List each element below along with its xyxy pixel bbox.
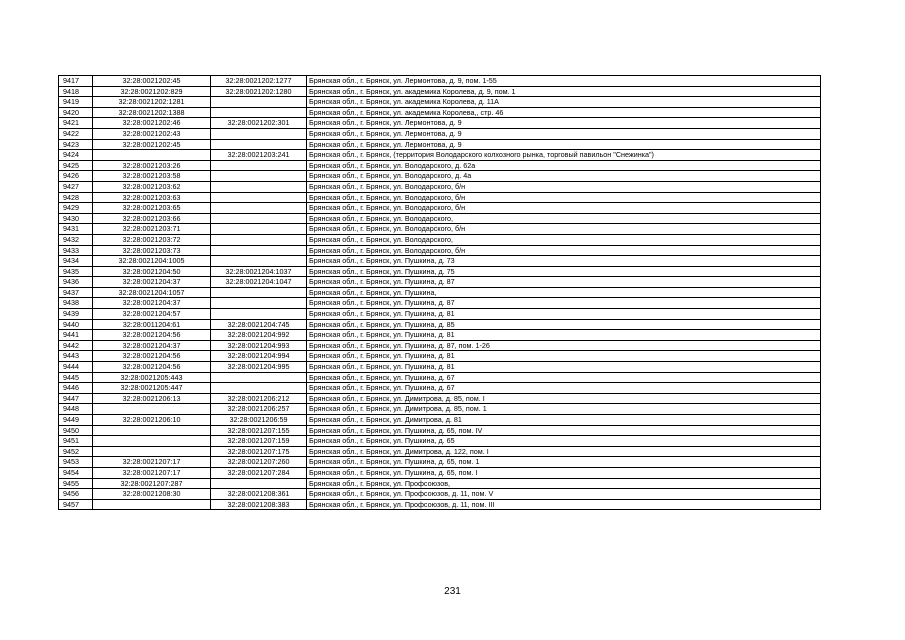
land-cadastral-number-cell: 32:28:0021208:30 bbox=[93, 489, 211, 500]
table-row bbox=[59, 340, 821, 351]
land-cadastral-number-cell: 32:28:0021204:37 bbox=[93, 340, 211, 351]
building-cadastral-number-cell bbox=[211, 245, 307, 256]
address-cell: Брянская обл., г. Брянск, ул. Лермонтова, д. 9 bbox=[307, 118, 821, 129]
land-cadastral-number-cell: 32:28:0021207:17 bbox=[93, 467, 211, 478]
land-cadastral-number-cell: 32:28:0021204:56 bbox=[93, 362, 211, 373]
address-cell: Брянская обл., г. Брянск, ул. Пушкина, д. 67 bbox=[307, 383, 821, 394]
land-cadastral-number-cell: 32:28:0021203:63 bbox=[93, 192, 211, 203]
table-row bbox=[59, 309, 821, 320]
row-number-cell: 9421 bbox=[59, 118, 93, 129]
building-cadastral-number-cell: 32:28:0021204:992 bbox=[211, 330, 307, 341]
building-cadastral-number-cell: 32:28:0021204:994 bbox=[211, 351, 307, 362]
table-row bbox=[59, 139, 821, 150]
table-row bbox=[59, 467, 821, 478]
building-cadastral-number-cell bbox=[211, 234, 307, 245]
building-cadastral-number-cell bbox=[211, 256, 307, 267]
row-number-cell: 9433 bbox=[59, 245, 93, 256]
address-cell: Брянская обл., г. Брянск, ул. Пушкина, д. 81 bbox=[307, 351, 821, 362]
building-cadastral-number-cell bbox=[211, 107, 307, 118]
table-row bbox=[59, 499, 821, 510]
land-cadastral-number-cell: 32:28:0021203:58 bbox=[93, 171, 211, 182]
address-cell: Брянская обл., г. Брянск, ул. Пушкина, д. 67 bbox=[307, 372, 821, 383]
land-cadastral-number-cell: 32:28:0021202:45 bbox=[93, 76, 211, 87]
building-cadastral-number-cell bbox=[211, 128, 307, 139]
land-cadastral-number-cell: 32:28:0021203:72 bbox=[93, 234, 211, 245]
table-row bbox=[59, 107, 821, 118]
building-cadastral-number-cell: 32:28:0021207:155 bbox=[211, 425, 307, 436]
building-cadastral-number-cell: 32:28:0021204:1037 bbox=[211, 266, 307, 277]
table-row bbox=[59, 171, 821, 182]
row-number-cell: 9431 bbox=[59, 224, 93, 235]
land-cadastral-number-cell: 32:28:0021204:56 bbox=[93, 351, 211, 362]
row-number-cell: 9424 bbox=[59, 150, 93, 161]
address-cell: Брянская обл., г. Брянск, ул. академика Королева, д. 11А bbox=[307, 97, 821, 108]
land-cadastral-number-cell: 32:28:0021202:1281 bbox=[93, 97, 211, 108]
building-cadastral-number-cell bbox=[211, 372, 307, 383]
building-cadastral-number-cell bbox=[211, 181, 307, 192]
land-cadastral-number-cell: 32:28:0021204:50 bbox=[93, 266, 211, 277]
row-number-cell: 9437 bbox=[59, 287, 93, 298]
building-cadastral-number-cell bbox=[211, 287, 307, 298]
building-cadastral-number-cell bbox=[211, 298, 307, 309]
building-cadastral-number-cell: 32:28:0021207:284 bbox=[211, 467, 307, 478]
table-row bbox=[59, 234, 821, 245]
row-number-cell: 9428 bbox=[59, 192, 93, 203]
address-cell: Брянская обл., г. Брянск, ул. Лермонтова, д. 9 bbox=[307, 128, 821, 139]
address-cell: Брянская обл., г. Брянск, ул. Пушкина, д. 87 bbox=[307, 277, 821, 288]
address-cell: Брянская обл., г. Брянск, ул. Димитрова, д. 122, пом. I bbox=[307, 446, 821, 457]
land-cadastral-number-cell: 32:28:0021205:447 bbox=[93, 383, 211, 394]
land-cadastral-number-cell: 32:28:0021202:43 bbox=[93, 128, 211, 139]
row-number-cell: 9442 bbox=[59, 340, 93, 351]
building-cadastral-number-cell: 32:28:0021208:361 bbox=[211, 489, 307, 500]
row-number-cell: 9445 bbox=[59, 372, 93, 383]
row-number-cell: 9432 bbox=[59, 234, 93, 245]
land-cadastral-number-cell bbox=[93, 150, 211, 161]
row-number-cell: 9430 bbox=[59, 213, 93, 224]
land-cadastral-number-cell: 32:28:0021202:1388 bbox=[93, 107, 211, 118]
row-number-cell: 9419 bbox=[59, 97, 93, 108]
building-cadastral-number-cell bbox=[211, 97, 307, 108]
land-cadastral-number-cell: 32:28:0021204:56 bbox=[93, 330, 211, 341]
building-cadastral-number-cell bbox=[211, 213, 307, 224]
table-row bbox=[59, 478, 821, 489]
address-cell: Брянская обл., г. Брянск, ул. Пушкина, д. 65, пом. I bbox=[307, 467, 821, 478]
address-cell: Брянская обл., г. Брянск, ул. Пушкина, д. 65, пом. 1 bbox=[307, 457, 821, 468]
page-number: 231 bbox=[444, 586, 461, 597]
land-cadastral-number-cell: 32:28:0021203:71 bbox=[93, 224, 211, 235]
table-row bbox=[59, 362, 821, 373]
building-cadastral-number-cell bbox=[211, 309, 307, 320]
land-cadastral-number-cell: 32:28:0021205:443 bbox=[93, 372, 211, 383]
table-row bbox=[59, 287, 821, 298]
address-cell: Брянская обл., г. Брянск, ул. Володарского, б/н bbox=[307, 203, 821, 214]
land-cadastral-number-cell: 32:28:0021203:66 bbox=[93, 213, 211, 224]
land-cadastral-number-cell: 32:28:0021203:65 bbox=[93, 203, 211, 214]
address-cell: Брянская обл., г. Брянск, ул. Пушкина, д. 87, пом. 1-26 bbox=[307, 340, 821, 351]
table-row bbox=[59, 489, 821, 500]
building-cadastral-number-cell bbox=[211, 203, 307, 214]
address-cell: Брянская обл., г. Брянск, ул. Володарского, bbox=[307, 213, 821, 224]
address-cell: Брянская обл., г. Брянск, ул. Пушкина, д. 81 bbox=[307, 309, 821, 320]
land-cadastral-number-cell: 32:28:0021203:26 bbox=[93, 160, 211, 171]
building-cadastral-number-cell: 32:28:0021202:1277 bbox=[211, 76, 307, 87]
land-cadastral-number-cell: 32:28:0021204:37 bbox=[93, 298, 211, 309]
row-number-cell: 9429 bbox=[59, 203, 93, 214]
table-row bbox=[59, 298, 821, 309]
row-number-cell: 9457 bbox=[59, 499, 93, 510]
land-cadastral-number-cell: 32:28:0021202:45 bbox=[93, 139, 211, 150]
land-cadastral-number-cell: 32:28:0021203:62 bbox=[93, 181, 211, 192]
address-cell: Брянская обл., г. Брянск, ул. Димитрова, д. 81 bbox=[307, 415, 821, 426]
address-cell: Брянская обл., г. Брянск, ул. Володарского, д. 4а bbox=[307, 171, 821, 182]
address-cell: Брянская обл., г. Брянск, ул. Лермонтова, д. 9, пом. 1-55 bbox=[307, 76, 821, 87]
building-cadastral-number-cell: 32:28:0021204:745 bbox=[211, 319, 307, 330]
row-number-cell: 9441 bbox=[59, 330, 93, 341]
row-number-cell: 9453 bbox=[59, 457, 93, 468]
address-cell: Брянская обл., г. Брянск, ул. Пушкина, д. 81 bbox=[307, 362, 821, 373]
address-cell: Брянская обл., г. Брянск, ул. Пушкина, д. 65, пом. IV bbox=[307, 425, 821, 436]
table-row bbox=[59, 76, 821, 87]
table-row bbox=[59, 181, 821, 192]
address-cell: Брянская обл., г. Брянск, ул. Володарского, б/н bbox=[307, 245, 821, 256]
building-cadastral-number-cell: 32:28:0021208:383 bbox=[211, 499, 307, 510]
land-cadastral-number-cell bbox=[93, 436, 211, 447]
row-number-cell: 9455 bbox=[59, 478, 93, 489]
row-number-cell: 9420 bbox=[59, 107, 93, 118]
address-cell: Брянская обл., г. Брянск, ул. Димитрова, д. 85, пом. 1 bbox=[307, 404, 821, 415]
row-number-cell: 9451 bbox=[59, 436, 93, 447]
address-cell: Брянская обл., г. Брянск, ул. Пушкина, д. 75 bbox=[307, 266, 821, 277]
building-cadastral-number-cell bbox=[211, 160, 307, 171]
address-cell: Брянская обл., г. Брянск, ул. Лермонтова, д. 9 bbox=[307, 139, 821, 150]
building-cadastral-number-cell bbox=[211, 224, 307, 235]
building-cadastral-number-cell: 32:28:0021207:159 bbox=[211, 436, 307, 447]
building-cadastral-number-cell: 32:28:0021206:59 bbox=[211, 415, 307, 426]
land-cadastral-number-cell: 32:28:0021202:829 bbox=[93, 86, 211, 97]
table-row bbox=[59, 415, 821, 426]
table-row bbox=[59, 97, 821, 108]
table-row bbox=[59, 224, 821, 235]
land-cadastral-number-cell: 32:28:0021203:73 bbox=[93, 245, 211, 256]
land-cadastral-number-cell: 32:28:0021204:1005 bbox=[93, 256, 211, 267]
row-number-cell: 9440 bbox=[59, 319, 93, 330]
building-cadastral-number-cell: 32:28:0021204:995 bbox=[211, 362, 307, 373]
table-row bbox=[59, 446, 821, 457]
address-cell: Брянская обл., г. Брянск, ул. Пушкина, bbox=[307, 287, 821, 298]
records-table bbox=[58, 75, 821, 510]
row-number-cell: 9422 bbox=[59, 128, 93, 139]
address-cell: Брянская обл., г. Брянск, ул. Профсоюзов, bbox=[307, 478, 821, 489]
land-cadastral-number-cell: 32:28:0021204:37 bbox=[93, 277, 211, 288]
land-cadastral-number-cell bbox=[93, 446, 211, 457]
address-cell: Брянская обл., г. Брянск, ул. Володарского, б/н bbox=[307, 192, 821, 203]
table-row bbox=[59, 160, 821, 171]
address-cell: Брянская обл., г. Брянск, ул. Володарского, б/н bbox=[307, 224, 821, 235]
row-number-cell: 9450 bbox=[59, 425, 93, 436]
land-cadastral-number-cell: 32:28:0021207:287 bbox=[93, 478, 211, 489]
row-number-cell: 9435 bbox=[59, 266, 93, 277]
row-number-cell: 9452 bbox=[59, 446, 93, 457]
address-cell: Брянская обл., г. Брянск, ул. академика Королева, д. 9, пом. 1 bbox=[307, 86, 821, 97]
records-table-body bbox=[59, 76, 821, 510]
land-cadastral-number-cell bbox=[93, 499, 211, 510]
row-number-cell: 9439 bbox=[59, 309, 93, 320]
building-cadastral-number-cell bbox=[211, 383, 307, 394]
table-row bbox=[59, 245, 821, 256]
row-number-cell: 9443 bbox=[59, 351, 93, 362]
table-row bbox=[59, 330, 821, 341]
address-cell: Брянская обл., г. Брянск, ул. Володарского, bbox=[307, 234, 821, 245]
building-cadastral-number-cell: 32:28:0021204:1047 bbox=[211, 277, 307, 288]
address-cell: Брянская обл., г. Брянск, ул. Профсоюзов, д. 11, пом. III bbox=[307, 499, 821, 510]
row-number-cell: 9447 bbox=[59, 393, 93, 404]
table-row bbox=[59, 213, 821, 224]
building-cadastral-number-cell: 32:28:0021207:260 bbox=[211, 457, 307, 468]
building-cadastral-number-cell bbox=[211, 478, 307, 489]
table-row bbox=[59, 203, 821, 214]
table-row bbox=[59, 86, 821, 97]
row-number-cell: 9427 bbox=[59, 181, 93, 192]
table-row bbox=[59, 372, 821, 383]
row-number-cell: 9438 bbox=[59, 298, 93, 309]
table-row bbox=[59, 383, 821, 394]
address-cell: Брянская обл., г. Брянск, ул. Пушкина, д. 65 bbox=[307, 436, 821, 447]
building-cadastral-number-cell: 32:28:0021206:257 bbox=[211, 404, 307, 415]
address-cell: Брянская обл., г. Брянск, ул. Пушкина, д. 81 bbox=[307, 330, 821, 341]
row-number-cell: 9418 bbox=[59, 86, 93, 97]
table-row bbox=[59, 256, 821, 267]
address-cell: Брянская обл., г. Брянск, ул. академика Королева,, стр. 46 bbox=[307, 107, 821, 118]
building-cadastral-number-cell bbox=[211, 171, 307, 182]
table-row bbox=[59, 118, 821, 129]
table-row bbox=[59, 351, 821, 362]
row-number-cell: 9449 bbox=[59, 415, 93, 426]
building-cadastral-number-cell bbox=[211, 192, 307, 203]
row-number-cell: 9423 bbox=[59, 139, 93, 150]
table-row bbox=[59, 128, 821, 139]
table-row bbox=[59, 436, 821, 447]
row-number-cell: 9446 bbox=[59, 383, 93, 394]
address-cell: Брянская обл., г. Брянск, (территория Володарского колхозного рынка, торговый павильон "Снежинка") bbox=[307, 150, 821, 161]
table-row bbox=[59, 192, 821, 203]
building-cadastral-number-cell: 32:28:0021202:301 bbox=[211, 118, 307, 129]
row-number-cell: 9456 bbox=[59, 489, 93, 500]
building-cadastral-number-cell: 32:28:0021203:241 bbox=[211, 150, 307, 161]
land-cadastral-number-cell: 32:28:0021207:17 bbox=[93, 457, 211, 468]
land-cadastral-number-cell: 32:28:0021204:1057 bbox=[93, 287, 211, 298]
table-row bbox=[59, 150, 821, 161]
row-number-cell: 9417 bbox=[59, 76, 93, 87]
address-cell: Брянская обл., г. Брянск, ул. Димитрова, д. 85, пом. I bbox=[307, 393, 821, 404]
table-row bbox=[59, 457, 821, 468]
row-number-cell: 9425 bbox=[59, 160, 93, 171]
row-number-cell: 9444 bbox=[59, 362, 93, 373]
building-cadastral-number-cell bbox=[211, 139, 307, 150]
land-cadastral-number-cell: 32:28:0011204:61 bbox=[93, 319, 211, 330]
table-row bbox=[59, 404, 821, 415]
address-cell: Брянская обл., г. Брянск, ул. Пушкина, д. 73 bbox=[307, 256, 821, 267]
table-row bbox=[59, 277, 821, 288]
land-cadastral-number-cell: 32:28:0021202:46 bbox=[93, 118, 211, 129]
row-number-cell: 9454 bbox=[59, 467, 93, 478]
land-cadastral-number-cell bbox=[93, 425, 211, 436]
row-number-cell: 9426 bbox=[59, 171, 93, 182]
address-cell: Брянская обл., г. Брянск, ул. Профсоюзов, д. 11, пом. V bbox=[307, 489, 821, 500]
building-cadastral-number-cell: 32:28:0021202:1280 bbox=[211, 86, 307, 97]
table-row bbox=[59, 319, 821, 330]
row-number-cell: 9448 bbox=[59, 404, 93, 415]
address-cell: Брянская обл., г. Брянск, ул. Володарского, б/н bbox=[307, 181, 821, 192]
building-cadastral-number-cell: 32:28:0021204:993 bbox=[211, 340, 307, 351]
building-cadastral-number-cell: 32:28:0021207:175 bbox=[211, 446, 307, 457]
building-cadastral-number-cell: 32:28:0021206:212 bbox=[211, 393, 307, 404]
table-row bbox=[59, 266, 821, 277]
row-number-cell: 9434 bbox=[59, 256, 93, 267]
address-cell: Брянская обл., г. Брянск, ул. Пушкина, д. 85 bbox=[307, 319, 821, 330]
land-cadastral-number-cell: 32:28:0021206:13 bbox=[93, 393, 211, 404]
table-row bbox=[59, 393, 821, 404]
land-cadastral-number-cell bbox=[93, 404, 211, 415]
row-number-cell: 9436 bbox=[59, 277, 93, 288]
table-row bbox=[59, 425, 821, 436]
address-cell: Брянская обл., г. Брянск, ул. Володарского, д. 62а bbox=[307, 160, 821, 171]
land-cadastral-number-cell: 32:28:0021204:57 bbox=[93, 309, 211, 320]
address-cell: Брянская обл., г. Брянск, ул. Пушкина, д. 87 bbox=[307, 298, 821, 309]
land-cadastral-number-cell: 32:28:0021206:10 bbox=[93, 415, 211, 426]
